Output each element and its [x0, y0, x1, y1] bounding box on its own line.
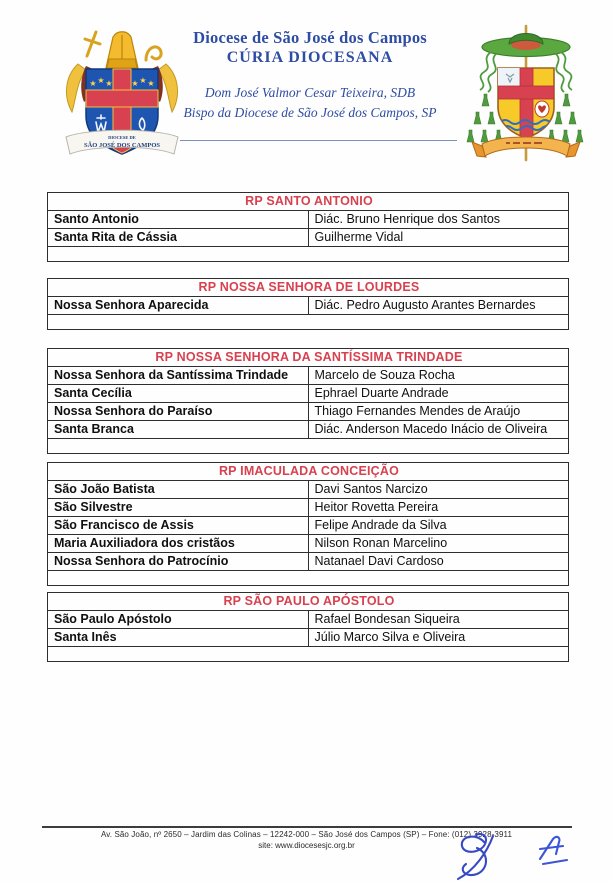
svg-text:★: ★: [131, 79, 139, 88]
svg-text:★: ★: [105, 79, 113, 88]
mitre-icon: [106, 32, 138, 68]
parish-cell: Santo Antonio: [48, 211, 309, 229]
person-cell: Rafael Bondesan Siqueira: [308, 611, 569, 629]
table-row: [48, 211, 569, 229]
parish-cell: São Silvestre: [48, 499, 309, 517]
person-cell: Júlio Marco Silva e Oliveira: [308, 629, 569, 647]
svg-text:★: ★: [147, 79, 155, 88]
bishop-name: Dom José Valmor Cesar Teixeira, SDB: [204, 85, 416, 100]
section-title: RP IMACULADA CONCEIÇÃO: [48, 463, 569, 481]
table-rp-santo-antonio: [47, 192, 569, 262]
person-cell: Guilherme Vidal: [308, 229, 569, 247]
table-row: [48, 517, 569, 535]
header-divider: [180, 140, 457, 141]
parish-cell: São Paulo Apóstolo: [48, 611, 309, 629]
person-cell: Marcelo de Souza Rocha: [308, 367, 569, 385]
table-rp-imaculada-conceicao: [47, 462, 569, 586]
banner-line2: SÃO JOSÉ DOS CAMPOS: [83, 142, 161, 149]
table-row: [48, 535, 569, 553]
table-rp-ns-lourdes: [47, 278, 569, 330]
empty-row: [48, 315, 569, 330]
empty-row: [48, 247, 569, 262]
signatures: [448, 832, 588, 882]
table-row: [48, 367, 569, 385]
person-cell: Diác. Bruno Henrique dos Santos: [308, 211, 569, 229]
footer-divider: [42, 826, 572, 828]
table-row: [48, 385, 569, 403]
empty-row: [48, 571, 569, 586]
footer-site: site: www.diocesesjc.org.br: [258, 841, 355, 850]
banner-line1: DIOCESE DE: [108, 135, 136, 140]
table-row: [48, 499, 569, 517]
galero-icon: [482, 34, 570, 57]
empty-row: [48, 647, 569, 662]
table-row: [48, 229, 569, 247]
parish-cell: Santa Inês: [48, 629, 309, 647]
table-row: [48, 611, 569, 629]
person-cell: Natanael Davi Cardoso: [308, 553, 569, 571]
parish-cell: Maria Auxiliadora dos cristãos: [48, 535, 309, 553]
table-row: [48, 553, 569, 571]
footer-address: Av. São João, nº 2650 – Jardim das Colinas – 12242-000 – São José dos Campos (SP) – Fone: (012) 3928-3911: [101, 830, 512, 839]
table-row: [48, 481, 569, 499]
bishop-coat-of-arms-icon: [460, 14, 592, 166]
empty-row: [48, 439, 569, 454]
parish-cell: Nossa Senhora da Santíssima Trindade: [48, 367, 309, 385]
signature-initials-icon: [540, 837, 567, 864]
bishop-role: Bispo da Diocese de São José dos Campos, SP: [183, 105, 437, 120]
parish-cell: Nossa Senhora do Patrocínio: [48, 553, 309, 571]
section-title: RP SANTO ANTONIO: [48, 193, 569, 211]
person-cell: Felipe Andrade da Silva: [308, 517, 569, 535]
svg-text:★: ★: [139, 76, 147, 85]
parish-cell: São João Batista: [48, 481, 309, 499]
svg-text:★: ★: [97, 76, 105, 85]
svg-text:★: ★: [89, 79, 97, 88]
person-cell: Thiago Fernandes Mendes de Araújo: [308, 403, 569, 421]
section-title: RP NOSSA SENHORA DE LOURDES: [48, 279, 569, 297]
parish-cell: São Francisco de Assis: [48, 517, 309, 535]
cross-icon: [85, 32, 100, 56]
table-row: [48, 629, 569, 647]
table-row: [48, 297, 569, 315]
table-row: [48, 421, 569, 439]
table-rp-ns-santissima-trindade: [47, 348, 569, 454]
person-cell: Diác. Anderson Macedo Inácio de Oliveira: [308, 421, 569, 439]
page-subtitle: CÚRIA DIOCESANA: [226, 49, 394, 66]
parish-cell: Santa Rita de Cássia: [48, 229, 309, 247]
person-cell: Ephrael Duarte Andrade: [308, 385, 569, 403]
parish-cell: Nossa Senhora do Paraíso: [48, 403, 309, 421]
table-rp-sao-paulo-apostolo: [47, 592, 569, 662]
person-cell: Davi Santos Narcizo: [308, 481, 569, 499]
parish-cell: Nossa Senhora Aparecida: [48, 297, 309, 315]
signature-flourish-icon: [458, 834, 493, 879]
section-title: RP NOSSA SENHORA DA SANTÍSSIMA TRINDADE: [48, 349, 569, 367]
person-cell: Nilson Ronan Marcelino: [308, 535, 569, 553]
parish-cell: Santa Branca: [48, 421, 309, 439]
section-title: RP SÃO PAULO APÓSTOLO: [48, 593, 569, 611]
table-row: [48, 403, 569, 421]
parish-cell: Santa Cecília: [48, 385, 309, 403]
person-cell: Diác. Pedro Augusto Arantes Bernardes: [308, 297, 569, 315]
page-title: Diocese de São José dos Campos: [193, 28, 427, 47]
person-cell: Heitor Rovetta Pereira: [308, 499, 569, 517]
